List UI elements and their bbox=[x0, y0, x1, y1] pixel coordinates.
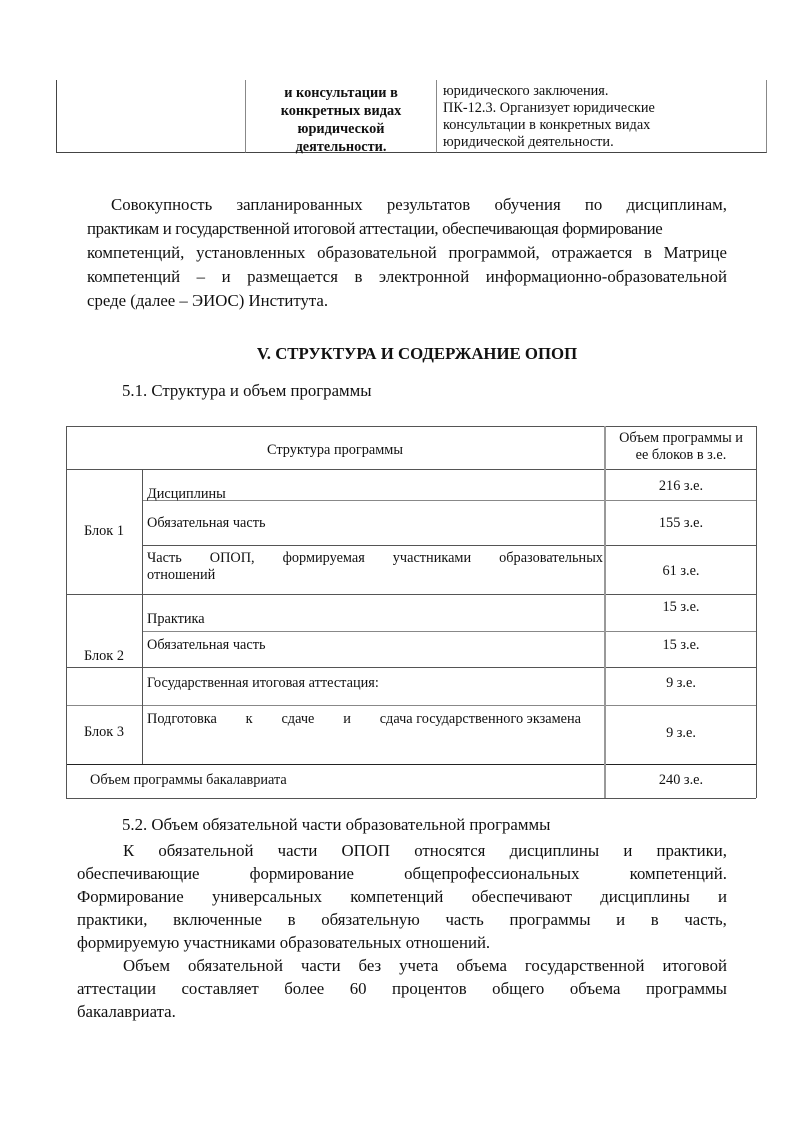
word: образовательной bbox=[317, 243, 437, 262]
header-volume bbox=[606, 430, 756, 464]
word: обязательную bbox=[321, 910, 420, 929]
word: видах bbox=[615, 117, 651, 133]
word: К bbox=[123, 841, 135, 860]
table-border bbox=[66, 667, 756, 668]
word: части bbox=[277, 841, 318, 860]
word: дисциплинам, bbox=[626, 195, 727, 214]
text-line bbox=[443, 117, 766, 134]
block-3-label: Блок 3 bbox=[84, 724, 124, 740]
word: и bbox=[616, 910, 626, 929]
word: общепрофессиональных bbox=[404, 864, 580, 883]
row-value: 15 з.е. bbox=[662, 637, 700, 653]
row-value: 9 з.е. bbox=[666, 725, 696, 741]
text-line bbox=[77, 977, 727, 1000]
word: ОПОП, bbox=[209, 550, 255, 566]
word: Организует bbox=[499, 100, 570, 116]
word: компетенций bbox=[87, 267, 181, 286]
word: консультации bbox=[443, 117, 526, 133]
header-structure: Структура программы bbox=[267, 442, 403, 458]
word: универсальных bbox=[212, 887, 322, 906]
word: программой, bbox=[448, 243, 540, 262]
word: компетенций, bbox=[87, 243, 185, 262]
word: Формирование bbox=[77, 887, 184, 906]
row-name: Государственная итоговая аттестация: bbox=[147, 675, 379, 691]
word: обеспечивают bbox=[471, 887, 572, 906]
word: практики, bbox=[77, 910, 148, 929]
word: участниками bbox=[392, 550, 472, 566]
total-label: Объем программы бакалавриата bbox=[90, 772, 287, 788]
text-line: Объем программы и bbox=[619, 430, 743, 446]
word: объема bbox=[456, 956, 507, 975]
row-value: 155 з.е. bbox=[658, 515, 704, 531]
row-name bbox=[147, 711, 581, 728]
text-line bbox=[443, 100, 766, 117]
text-line: конкретных видах bbox=[280, 103, 402, 119]
text-line: юридической bbox=[297, 121, 385, 137]
word: практикам и государственной итоговой аттестации, обеспечивающая формирование bbox=[87, 219, 663, 238]
row-value: 15 з.е. bbox=[662, 599, 700, 615]
word: ОПОП bbox=[341, 841, 390, 860]
word: формирование bbox=[249, 864, 354, 883]
word: сдача государственного экзамена bbox=[379, 711, 581, 727]
word: относятся bbox=[414, 841, 486, 860]
word: в bbox=[354, 267, 363, 286]
program-structure-table bbox=[66, 426, 756, 798]
paragraph-5-2 bbox=[77, 839, 727, 1023]
word: обязательной bbox=[187, 956, 283, 975]
text-line bbox=[77, 885, 727, 908]
table-border bbox=[142, 631, 756, 632]
table-cell-competency-name bbox=[245, 80, 436, 153]
word: в bbox=[287, 910, 296, 929]
word: составляет bbox=[181, 979, 259, 998]
text-line bbox=[77, 862, 727, 885]
subsection-title-5-2: 5.2. Объем обязательной части образовательной программы bbox=[122, 815, 551, 834]
word: ПК-12.3. bbox=[443, 100, 497, 116]
total-value: 240 з.е. bbox=[658, 772, 704, 788]
word: более bbox=[284, 979, 325, 998]
block-2-label: Блок 2 bbox=[84, 648, 124, 664]
table-border bbox=[142, 469, 143, 764]
word: к bbox=[245, 711, 253, 727]
word: часть, bbox=[684, 910, 727, 929]
row-name: Обязательная часть bbox=[147, 515, 266, 531]
text-line bbox=[87, 193, 727, 217]
text-line: юридической деятельности. bbox=[443, 134, 614, 150]
word: без bbox=[358, 956, 382, 975]
word: компетенций. bbox=[629, 864, 727, 883]
table-cell-indicators bbox=[436, 80, 767, 153]
word: отражается bbox=[551, 243, 633, 262]
word: и bbox=[623, 841, 633, 860]
word: дисциплины bbox=[509, 841, 600, 860]
row-value: 61 з.е. bbox=[662, 563, 700, 579]
row-name: Практика bbox=[147, 611, 205, 627]
text-line: и консультации в bbox=[284, 85, 398, 101]
row-value: 9 з.е. bbox=[666, 675, 696, 691]
row-name: Обязательная часть bbox=[147, 637, 266, 653]
table-border bbox=[66, 798, 756, 799]
word: часть bbox=[445, 910, 484, 929]
word: Совокупность bbox=[111, 195, 213, 214]
table-border bbox=[66, 426, 756, 427]
word: обучения bbox=[494, 195, 561, 214]
word: включенные bbox=[173, 910, 262, 929]
text-line: бакалавриата. bbox=[77, 1002, 176, 1021]
row-name bbox=[147, 550, 603, 584]
word: Подготовка bbox=[147, 711, 217, 727]
word: электронной bbox=[378, 267, 470, 286]
word: установленных bbox=[196, 243, 306, 262]
word: итоговой bbox=[662, 956, 727, 975]
block-1-label: Блок 1 bbox=[84, 523, 124, 539]
word: дисциплины bbox=[600, 887, 690, 906]
word: программы bbox=[509, 910, 591, 929]
word: Матрице bbox=[663, 243, 727, 262]
text-line bbox=[77, 908, 727, 931]
table-border bbox=[66, 764, 756, 765]
word: процентов bbox=[392, 979, 467, 998]
word: размещается bbox=[247, 267, 338, 286]
word: Объем bbox=[123, 956, 170, 975]
row-name: Дисциплины bbox=[147, 486, 226, 502]
word: программы bbox=[645, 979, 727, 998]
text-line: ее блоков в з.е. bbox=[635, 447, 727, 463]
table-border bbox=[66, 469, 756, 470]
word: формируемая bbox=[282, 550, 365, 566]
table-border bbox=[142, 545, 756, 546]
word: конкретных bbox=[539, 117, 612, 133]
word: учета bbox=[399, 956, 439, 975]
word: и bbox=[343, 711, 351, 727]
text-line: отношений bbox=[147, 567, 216, 583]
text-line: деятельности. bbox=[295, 139, 387, 155]
word: Часть bbox=[147, 550, 182, 566]
table-border bbox=[756, 426, 757, 798]
text-line bbox=[147, 550, 603, 567]
word: обязательной bbox=[158, 841, 254, 860]
word: государственной bbox=[524, 956, 645, 975]
word: общего bbox=[492, 979, 545, 998]
row-value: 216 з.е. bbox=[658, 478, 704, 494]
word: результатов bbox=[386, 195, 471, 214]
word: компетенций bbox=[350, 887, 444, 906]
word: части bbox=[300, 956, 341, 975]
word: в bbox=[529, 117, 536, 133]
table-cell-empty bbox=[56, 80, 245, 153]
competency-table-continuation bbox=[56, 80, 767, 153]
intro-paragraph bbox=[87, 193, 727, 313]
text-line: формируемую участниками образовательных отношений. bbox=[77, 933, 491, 952]
word: – bbox=[196, 267, 206, 286]
text-line: юридического заключения. bbox=[443, 83, 609, 99]
word: в bbox=[643, 243, 652, 262]
word: обеспечивающие bbox=[77, 864, 200, 883]
word: по bbox=[584, 195, 603, 214]
word: практики, bbox=[656, 841, 727, 860]
subsection-title-5-1: 5.1. Структура и объем программы bbox=[122, 381, 372, 400]
table-border bbox=[66, 705, 756, 706]
text-line bbox=[77, 839, 727, 862]
word: сдаче bbox=[281, 711, 315, 727]
word: в bbox=[650, 910, 659, 929]
table-border bbox=[142, 500, 756, 501]
word: и bbox=[221, 267, 231, 286]
word: аттестации bbox=[77, 979, 156, 998]
section-heading: V. СТРУКТУРА И СОДЕРЖАНИЕ ОПОП bbox=[256, 344, 578, 363]
text-line bbox=[77, 954, 727, 977]
word: образовательных bbox=[499, 550, 603, 566]
table-border bbox=[66, 426, 67, 798]
text-line: среде (далее – ЭИОС) Института. bbox=[87, 291, 329, 310]
word: юридические bbox=[573, 100, 655, 116]
text-line bbox=[87, 241, 727, 265]
word: и bbox=[718, 887, 727, 906]
word: информационно-образовательной bbox=[485, 267, 727, 286]
text-line bbox=[87, 217, 727, 241]
word: 60 bbox=[349, 979, 367, 998]
table-border bbox=[66, 594, 756, 595]
word: объема bbox=[569, 979, 621, 998]
word: запланированных bbox=[236, 195, 363, 214]
text-line bbox=[87, 265, 727, 289]
